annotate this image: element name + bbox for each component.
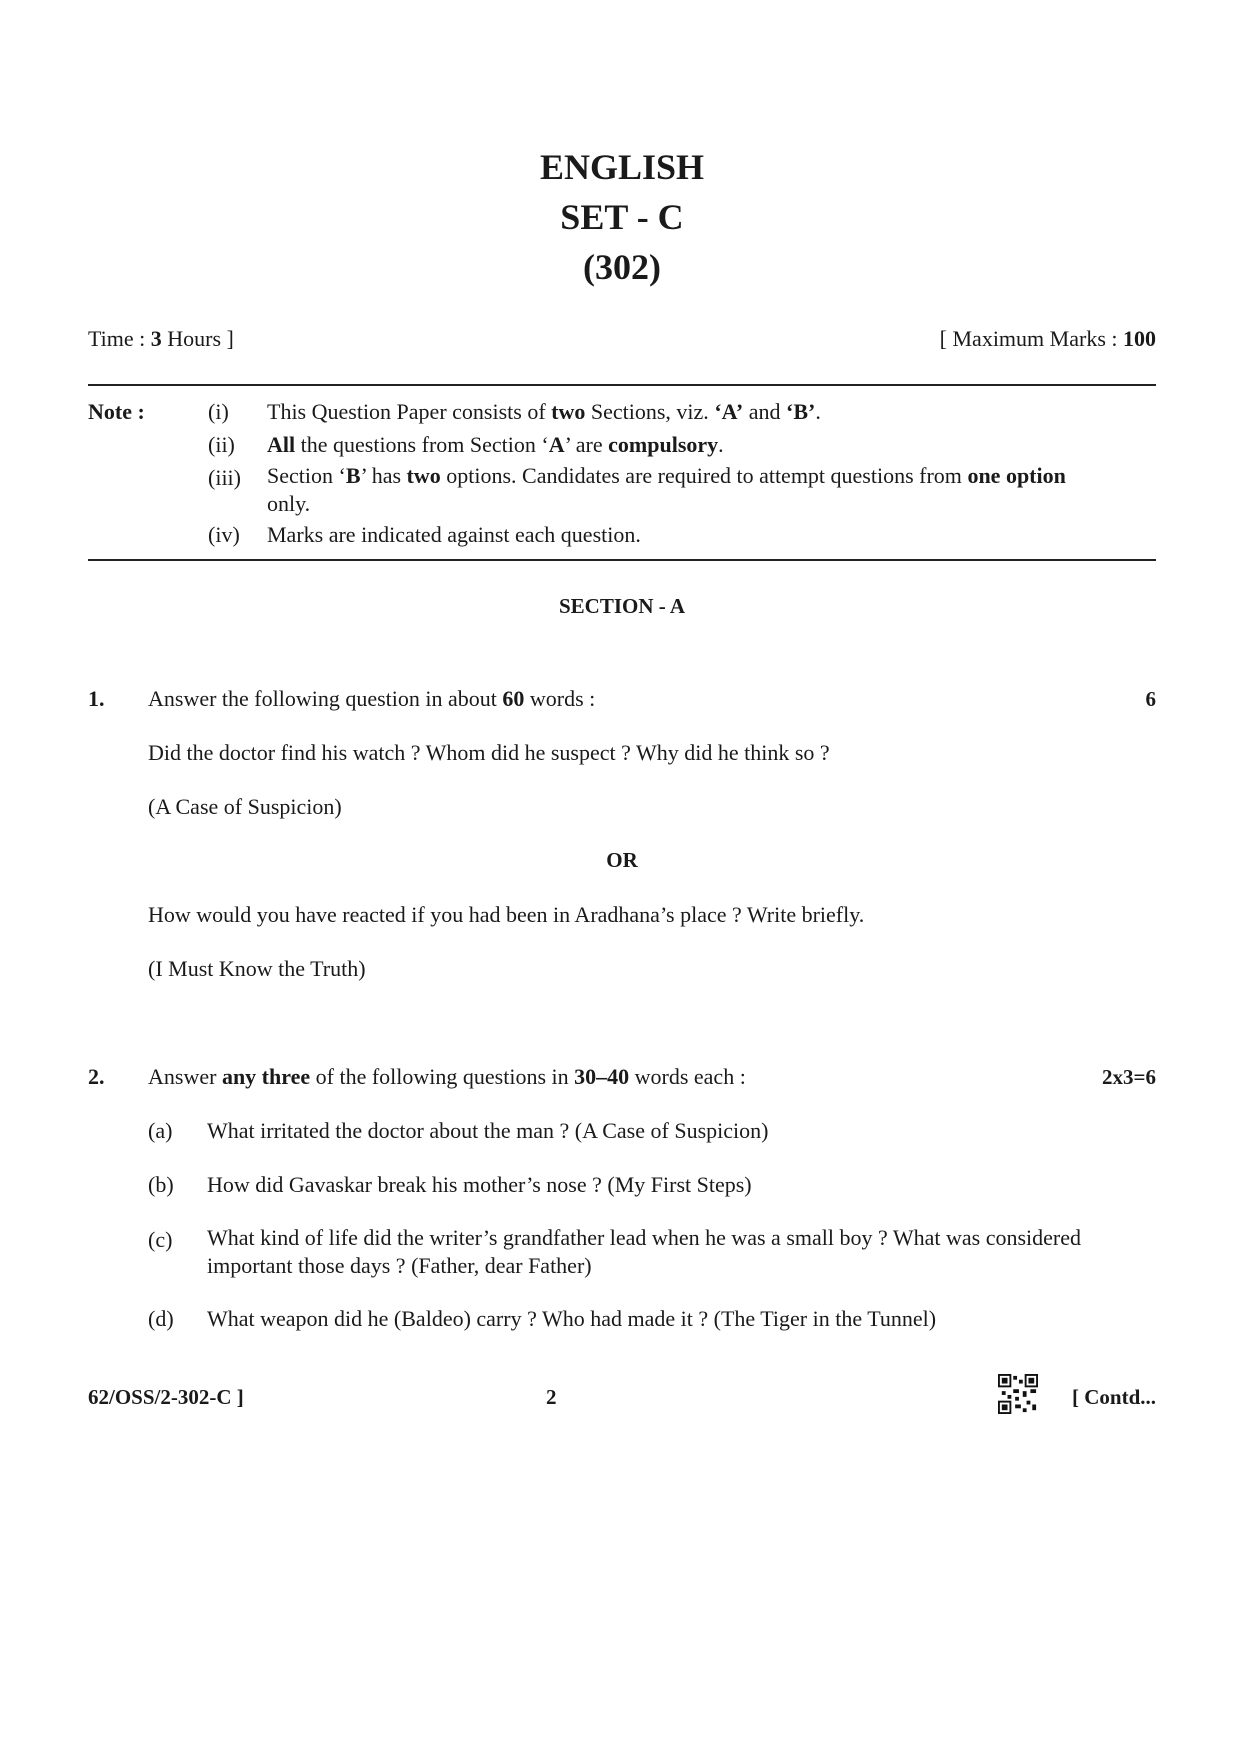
time-info: Time : 3 Hours ]: [88, 326, 234, 351]
set-title: SET - C: [560, 197, 684, 237]
note-item-2: All the questions from Section ‘A’ are compulsory.: [267, 432, 724, 457]
top-divider: [88, 384, 1156, 386]
footer-paper-code: 62/OSS/2-302-C ]: [88, 1385, 244, 1409]
q2-prompt: Answer any three of the following questions in 30–40 words each :: [148, 1064, 746, 1089]
note-item-3: Section ‘B’ has two options. Candidates are required to attempt questions from one option only.: [267, 463, 1066, 516]
q2a-text: What irritated the doctor about the man ? (A Case of Suspicion): [207, 1118, 769, 1143]
q2a-label: (a): [148, 1118, 173, 1143]
note-num-3: (iii): [208, 465, 241, 490]
section-a-heading: SECTION - A: [558, 594, 686, 618]
q1-marks: 6: [1145, 687, 1156, 711]
q2b-label: (b): [148, 1172, 174, 1197]
paper-code-title: (302): [583, 247, 661, 287]
note-num-1: (i): [208, 399, 229, 424]
note-num-4: (iv): [208, 522, 240, 547]
q2c-label: (c): [148, 1227, 173, 1252]
footer-page-number: 2: [546, 1385, 557, 1409]
q1-or-label: OR: [606, 848, 638, 872]
q1-alt-question: How would you have reacted if you had been in Aradhana’s place ? Write briefly.: [148, 902, 865, 927]
qr-code-icon: [998, 1374, 1038, 1414]
q2d-text: What weapon did he (Baldeo) carry ? Who had made it ? (The Tiger in the Tunnel): [207, 1306, 937, 1331]
question-paper-page: [88, 0, 1156, 1755]
q1-source: (A Case of Suspicion): [148, 794, 342, 819]
bottom-divider: [88, 559, 1156, 561]
note-num-2: (ii): [208, 432, 235, 457]
q1-question: Did the doctor find his watch ? Whom did he suspect ? Why did he think so ?: [148, 740, 830, 765]
max-marks-info: [ Maximum Marks : 100: [939, 326, 1156, 351]
footer-contd: [ Contd...: [1071, 1385, 1156, 1409]
q2d-label: (d): [148, 1306, 174, 1331]
note-item-4: Marks are indicated against each question.: [267, 522, 641, 547]
q1-alt-source: (I Must Know the Truth): [148, 956, 366, 981]
q2-marks: 2x3=6: [1102, 1065, 1156, 1089]
note-label: Note :: [88, 399, 145, 424]
note-item-1: This Question Paper consists of two Sections, viz. ‘A’ and ‘B’.: [267, 399, 821, 424]
q1-number: 1.: [88, 686, 105, 711]
q2-number: 2.: [88, 1064, 105, 1089]
q1-prompt: Answer the following question in about 60 words :: [148, 686, 596, 711]
q2b-text: How did Gavaskar break his mother’s nose ? (My First Steps): [207, 1172, 752, 1197]
q2c-text: What kind of life did the writer’s grandfather lead when he was a small boy ? What was considered important those days ? (Father, dear Father): [207, 1225, 1082, 1278]
subject-title: ENGLISH: [539, 147, 705, 187]
